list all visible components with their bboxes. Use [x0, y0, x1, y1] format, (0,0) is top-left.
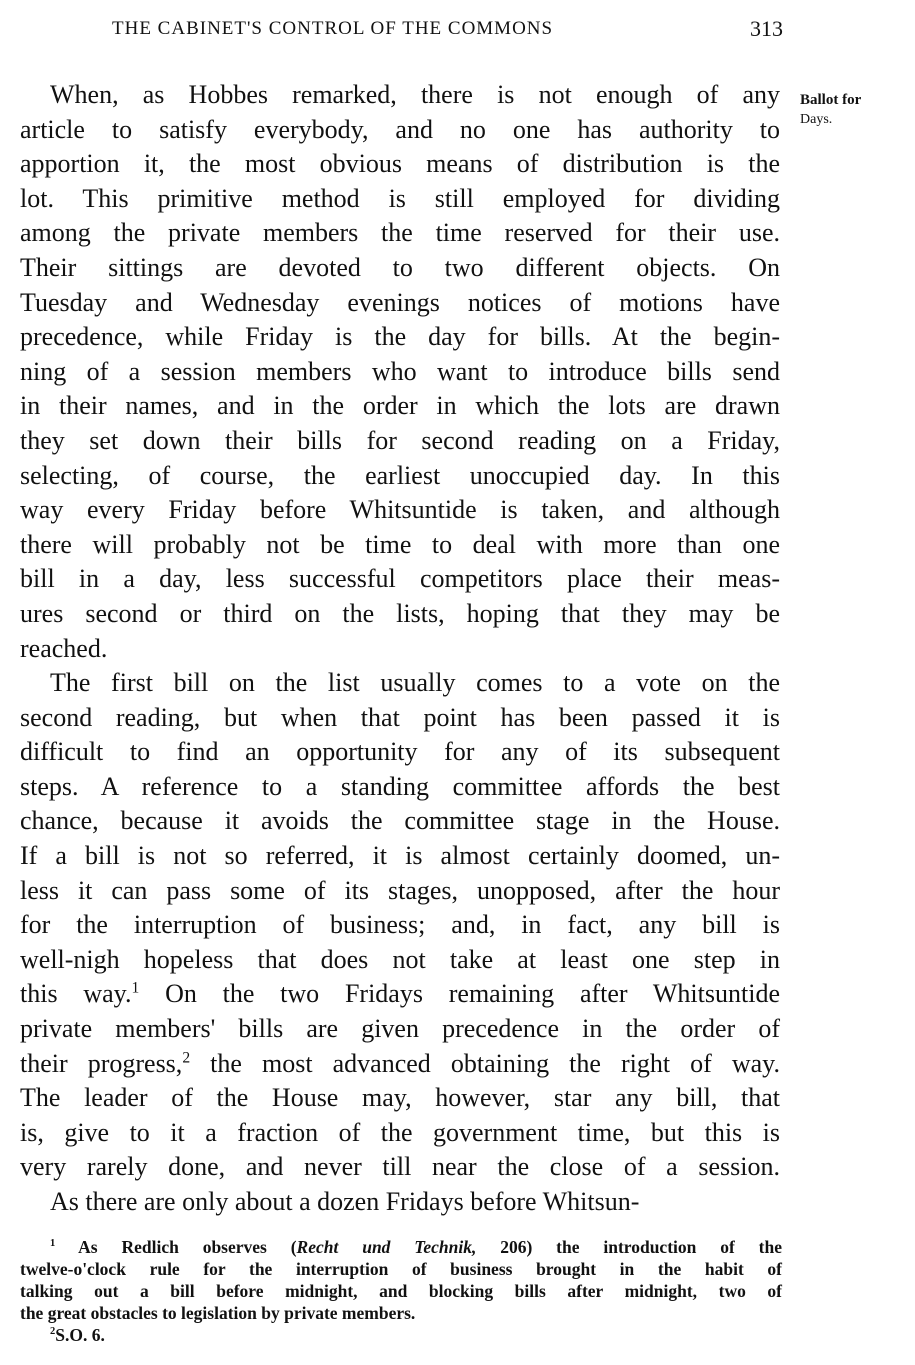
- text-line: [20, 1047, 780, 1082]
- footnote-line: the great obstacles to legislation by private members.: [20, 1303, 416, 1323]
- text-line: As there are only about a dozen Fridays before Whitsun-: [50, 1187, 640, 1216]
- text-line: difficult to find an opportunity for any of its subsequent: [20, 737, 780, 767]
- text-fragment: their progress,: [20, 1048, 183, 1078]
- text-line: ning of a session members who want to introduce bills send: [20, 356, 780, 386]
- text-fragment: the most advanced obtaining the right of way.: [190, 1048, 780, 1078]
- text-line: in their names, and in the order in which the lots are drawn: [20, 391, 780, 421]
- text-line: selecting, of course, the earliest unoccupied day. In this: [20, 460, 780, 490]
- running-head: THE CABINET'S CONTROL OF THE COMMONS: [112, 18, 554, 39]
- text-line: Their sittings are devoted to two different objects. On: [20, 252, 780, 282]
- text-line: lot. This primitive method is still employed for dividing: [20, 183, 780, 213]
- text-line: well-nigh hopeless that does not take at least one step in: [20, 944, 780, 974]
- text-line: If a bill is not so referred, it is almost certainly doomed, un-: [20, 841, 780, 871]
- margin-note-line: Days.: [800, 112, 833, 127]
- footnote-line: talking out a bill before midnight, and blocking bills after midnight, two of: [20, 1281, 782, 1301]
- margin-note: [800, 90, 910, 130]
- text-line: private members' bills are given precedence in the order of: [20, 1014, 780, 1044]
- text-line: The leader of the House may, however, star any bill, that: [20, 1083, 780, 1113]
- footnote-ref: 2: [182, 1048, 191, 1066]
- text-fragment: On the two Fridays remaining after Whitsuntide: [139, 979, 780, 1009]
- text-line: ures second or third on the lists, hoping that they may be: [20, 598, 780, 628]
- text-line: bill in a day, less successful competitors place their meas-: [20, 564, 780, 594]
- page-number: 313: [750, 16, 783, 41]
- text-line: they set down their bills for second reading on a Friday,: [20, 425, 780, 455]
- footnote-2: [20, 1324, 782, 1346]
- cited-work: Recht und Technik,: [296, 1237, 477, 1257]
- text-line: precedence, while Friday is the day for bills. At the begin-: [20, 322, 780, 352]
- text-line: The first bill on the list usually comes to a vote on the: [50, 668, 780, 698]
- footnote-text: 206) the introduction of the: [476, 1237, 783, 1257]
- footnote-1: [20, 1236, 782, 1258]
- text-line: second reading, but when that point has been passed it is: [20, 702, 780, 732]
- text-fragment: this way.: [20, 979, 132, 1009]
- text-line: for the interruption of business; and, in fact, any bill is: [20, 910, 780, 940]
- footnote-ref: 1: [131, 979, 140, 997]
- page-header: [20, 16, 783, 46]
- footnotes: [20, 1236, 782, 1346]
- footnote-marker: 1: [50, 1238, 56, 1250]
- text-line: chance, because it avoids the committee stage in the House.: [20, 806, 780, 836]
- footnote-text: As Redlich observes (: [78, 1237, 297, 1257]
- text-line: apportion it, the most obvious means of distribution is the: [20, 149, 780, 179]
- body-text: [20, 78, 780, 1220]
- text-line: less it can pass some of its stages, unopposed, after the hour: [20, 875, 780, 905]
- text-line: article to satisfy everybody, and no one has authority to: [20, 114, 780, 144]
- text-line: very rarely done, and never till near the close of a session.: [20, 1152, 780, 1182]
- text-line: way every Friday before Whitsuntide is taken, and although: [20, 495, 780, 525]
- text-line: among the private members the time reserved for their use.: [20, 218, 780, 248]
- margin-note-line: Ballot for: [800, 92, 862, 108]
- text-line: steps. A reference to a standing committee affords the best: [20, 771, 780, 801]
- footnote-line: twelve-o'clock rule for the interruption of business brought in the habit of: [20, 1259, 782, 1279]
- text-line: When, as Hobbes remarked, there is not enough of any: [50, 80, 780, 109]
- text-line: [20, 977, 780, 1012]
- text-line: there will probably not be time to deal with more than one: [20, 529, 780, 559]
- footnote-text: S.O. 6.: [55, 1325, 105, 1345]
- text-line: is, give to it a fraction of the government time, but this is: [20, 1117, 780, 1147]
- footnote-marker: 2: [50, 1326, 56, 1338]
- text-line: Tuesday and Wednesday evenings notices of motions have: [20, 287, 780, 317]
- text-line: reached.: [20, 633, 108, 663]
